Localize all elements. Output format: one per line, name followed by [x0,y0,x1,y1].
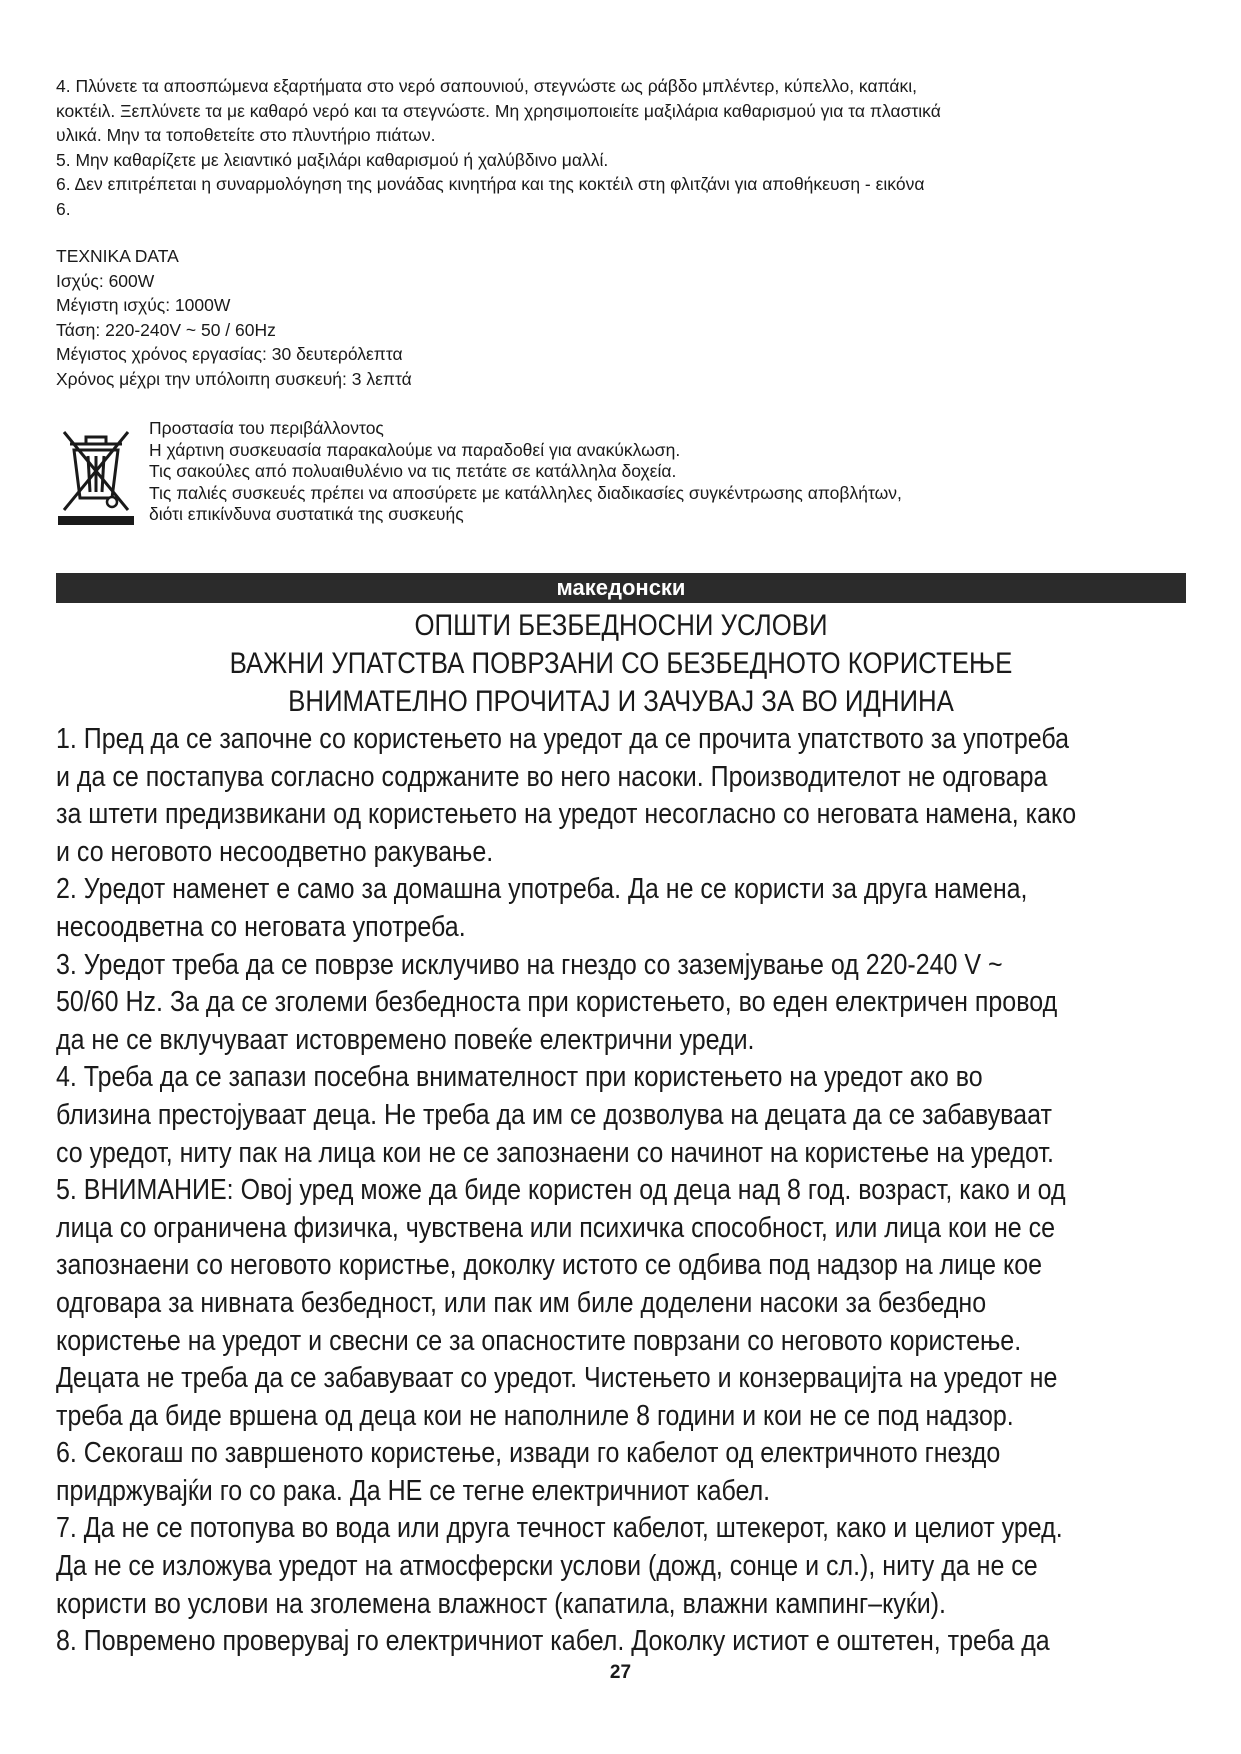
language-section-bar: македонски [56,573,1186,603]
text-line: несоодветна со неговата употреба. [56,910,466,943]
environment-title: Προστασία του περιβάλλοντος [149,418,384,438]
text-line: близина престојуваат деца. Не треба да им се дозволува на децата да се забавуваат [56,1098,1052,1131]
text-line: Χρόνος μέχρι την υπόλοιπη συσκευή: 3 λεπτά [56,368,412,389]
text-line: лица со ограничена физичка, чувствена или психичка способност, или лица кои не се [56,1211,1056,1244]
section-heading: ВАЖНИ УПАТСТВА ПОВРЗАНИ СО БЕЗБЕДНОТО КОРИСТЕЊЕ [229,647,1013,680]
text-line: Ισχύς: 600W [56,270,155,291]
text-line: υλικά. Μην τα τοποθετείτε στο πλυντήριο πιάτων. [56,125,436,145]
technical-data [56,244,1186,391]
text-line: Τις σακούλες από πολυαιθυλένιο να τις πετάτε σε κατάλληλα δοχεία. [149,461,677,481]
text-line: запознаени со неговото користње, доколку истото се одбива под надзор на лице кое [56,1249,1043,1282]
text-line: 6. [56,198,71,219]
text-line: Децата не треба да се забавуваат со уредот. Чистењето и конзервацијта на уредот не [56,1362,1058,1395]
text-line: користи во услови на зголемена влажност (капатила, влажни кампинг–куќи). [56,1587,946,1620]
text-line: Μέγιστος χρόνος εργασίας: 30 δευτερόλεπτα [56,344,403,364]
text-line: треба да биде вршена од деца кои не наполниле 8 години и кои не се под надзор. [56,1399,1014,1432]
text-line: за штети предизвикани од користењето на уредот несогласно со неговата намена, како [56,798,1077,831]
text-line: 1. Пред да се започне со користењето на уредот да се прочита упатството за употреба [56,723,1070,755]
text-line: придржувајќи го со рака. Да НЕ се тегне електричниот кабел. [56,1474,771,1507]
text-line: κοκτέιλ. Ξεπλύνετε τα με καθαρό νερό και τα στεγνώστε. Μη χρησιμοποιείτε μαξιλάρια καθαρισμού για τα πλαστικά [56,100,941,121]
text-line: Τάση: 220-240V ~ 50 / 60Hz [56,319,276,340]
text-line: Τις παλιές συσκευές πρέπει να αποσύρετε με κατάλληλες διαδικασίες συγκέντρωσης αποβλήτων, [149,482,902,503]
text-line: 5. ВНИМАНИЕ: Овој уред може да биде користен од деца над 8 год. возраст, како и од [56,1174,1066,1207]
safety-instructions-body [56,721,1185,1661]
text-line: и да се постапува согласно содржаните во него насоки. Производителот не одговара [56,760,1048,793]
greek-cleaning-instructions [56,74,1186,221]
text-line: 2. Уредот наменет е само за домашна употреба. Да не се користи за друга намена, [56,873,1028,906]
text-line: со уредот, ниту пак на лица кои не се запознаени со начинот на користење на уредот. [56,1136,1054,1169]
text-line: 50/60 Hz. За да се зголеми безбедноста при користењето, во еден електричен провод [56,986,1058,1019]
text-line: 4. Треба да се запази посебна внимателност при користењето на уредот ако во [56,1061,983,1094]
text-line: 5. Μην καθαρίζετε με λειαντικό μαξιλάρι καθαρισμού ή χαλύβδινο μαλλί. [56,149,609,170]
environment-notice [56,418,1186,528]
section-heading: ВНИМАТЕЛНО ПРОЧИТАЈ И ЗАЧУВАЈ ЗА ВО ИДНИНА [288,685,954,718]
text-line: 8. Повремено проверувај го електричниот кабел. Доколку истиот е оштетен, треба да [56,1625,1050,1658]
text-line: користење на уредот и свесни се за опасностите поврзани со неговото користење. [56,1324,1022,1357]
technical-data-title: TEXNIKA DATA [56,246,179,266]
text-line: 6. Δεν επιτρέπεται η συναρμολόγηση της μονάδας κινητήρα και της κοκτέιλ στη φλιτζάνι για αποθήκευση - εικόνα [56,174,925,194]
text-line: одговара за нивната безбедност, или пак им биле доделени насоки за безбедно [56,1286,987,1319]
text-line: и со неговото несоодветно ракување. [56,835,494,868]
page-number: 27 [609,1662,632,1683]
section-heading: ОПШТИ БЕЗБЕДНОСНИ УСЛОВИ [414,609,828,642]
text-line: διότι επικίνδυνα συστατικά της συσκευής [149,504,464,524]
text-line: 6. Секогаш по завршеното користење, извади го кабелот од електричното гнездо [56,1437,1001,1470]
text-line: 3. Уредот треба да се поврзе исклучиво на гнездо со заземјување од 220-240 V ~ [56,948,1003,981]
text-line: Η χάρτινη συσκευασία παρακαλούμε να παραδοθεί για ανακύκλωση. [149,439,681,460]
text-line: Μέγιστη ισχύς: 1000W [56,295,231,315]
text-line: 7. Да не се потопува во вода или друга течност кабелот, штекерот, како и целиот уред. [56,1512,1063,1545]
text-line: да не се вклучуваат истовремено повеќе електрични уреди. [56,1023,755,1056]
text-line: Да не се изложува уредот на атмосферски услови (дожд, сонце и сл.), ниту да не се [56,1550,1038,1583]
text-line: 4. Πλύνετε τα αποσπώμενα εξαρτήματα στο νερό σαπουνιού, στεγνώστε ως ράβδο μπλέντερ, κύπελλο, καπάκι, [56,76,918,96]
weee-crossed-bin-icon [56,426,136,526]
